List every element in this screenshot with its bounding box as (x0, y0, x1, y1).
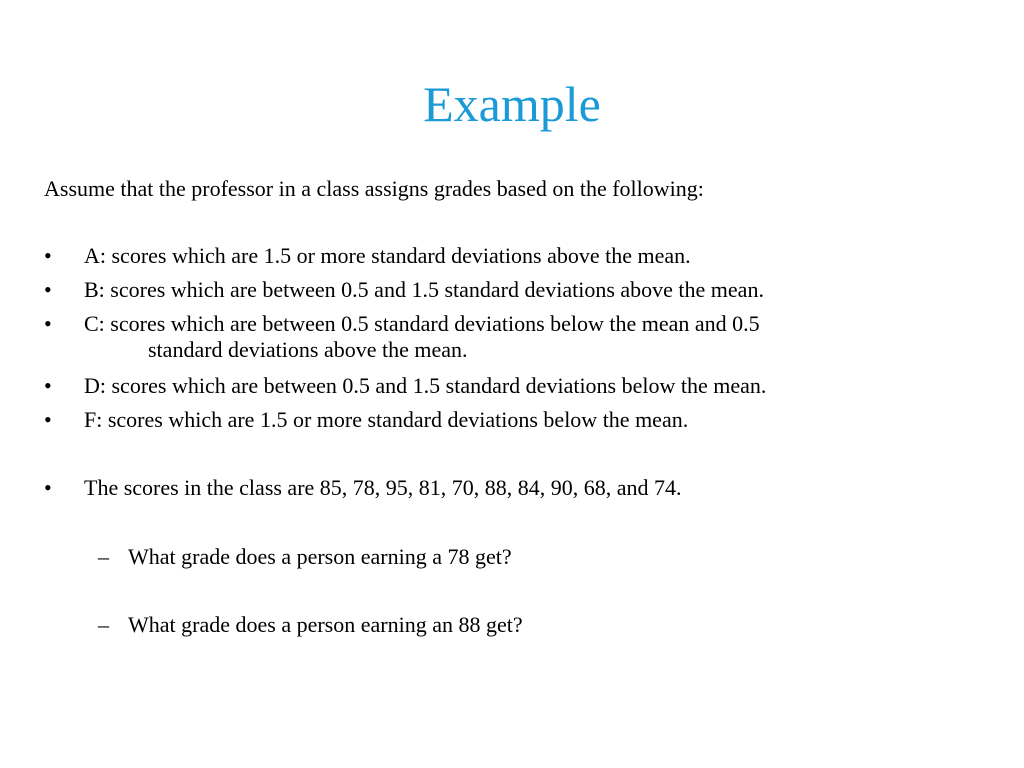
bullet-marker: • (44, 373, 52, 398)
dash-marker: – (98, 544, 109, 569)
grade-item-continuation: standard deviations above the mean. (148, 337, 468, 362)
bullet-marker: • (44, 243, 52, 268)
bullet-marker: • (44, 475, 52, 500)
intro-text: Assume that the professor in a class assigns grades based on the following: (44, 176, 704, 201)
question-text: What grade does a person earning a 78 get? (128, 544, 512, 569)
bullet-marker: • (44, 407, 52, 432)
dash-marker: – (98, 612, 109, 637)
scores-text: The scores in the class are 85, 78, 95, 81, 70, 88, 84, 90, 68, and 74. (84, 475, 682, 500)
grade-item-text: B: scores which are between 0.5 and 1.5 standard deviations above the mean. (84, 277, 764, 302)
grade-item-text: A: scores which are 1.5 or more standard deviations above the mean. (84, 243, 691, 268)
bullet-marker: • (44, 311, 52, 336)
question-text: What grade does a person earning an 88 get? (128, 612, 523, 637)
grade-item-text: C: scores which are between 0.5 standard deviations below the mean and 0.5 (84, 311, 760, 336)
grade-item-text: F: scores which are 1.5 or more standard deviations below the mean. (84, 407, 689, 432)
slide-title: Example (423, 76, 601, 132)
grade-item-text: D: scores which are between 0.5 and 1.5 standard deviations below the mean. (84, 373, 767, 398)
bullet-marker: • (44, 277, 52, 302)
